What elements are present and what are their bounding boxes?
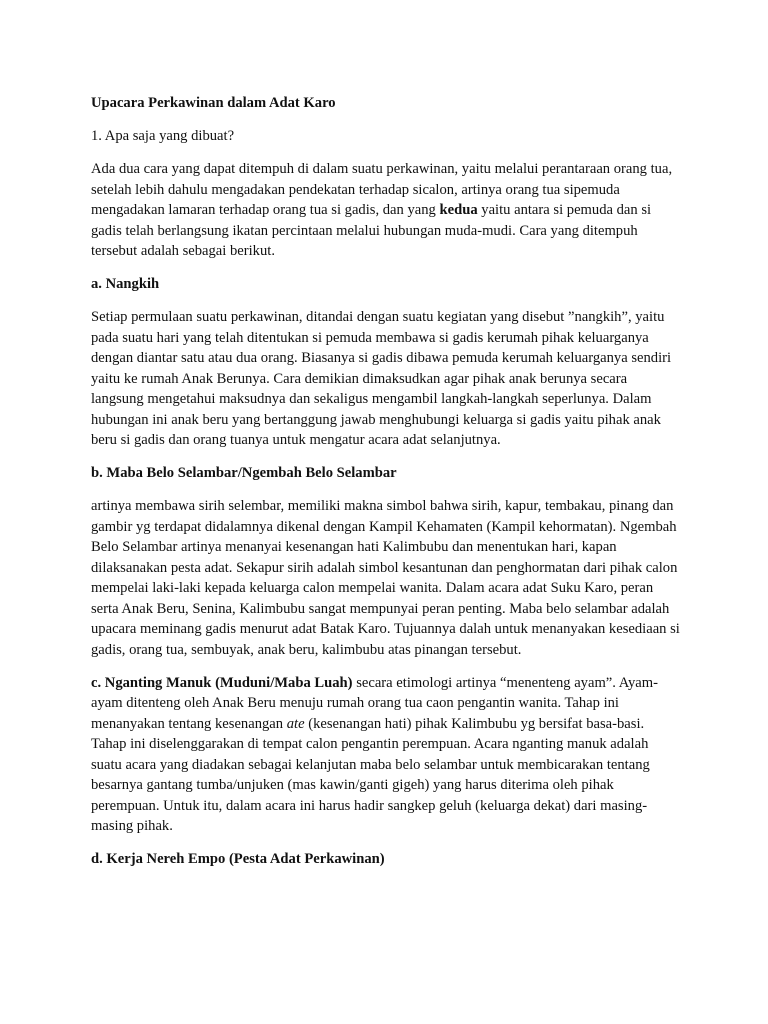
document-title: Upacara Perkawinan dalam Adat Karo bbox=[91, 95, 336, 111]
section-c-text-part2: (kesenangan hati) pihak Kalimbubu yg bersifat basa-basi. Tahap ini diselenggarakan di tempat calon pengantin perempuan. Acara nganting manuk adalah suatu acara yang diadakan sebagai kelanjutan maba belo selambar untuk membicarakan tentang besarnya gantang tumba/unjuken (mas kawin/ganti gigeh) yang harus diterima oleh pihak perempuan. Untuk itu, dalam acara ini harus hadir sangkep geluh (keluarga dekat) dari masing-masing pihak. bbox=[91, 715, 650, 834]
question-line: 1. Apa saja yang dibuat? bbox=[91, 128, 235, 144]
section-a-heading: a. Nangkih bbox=[91, 276, 160, 292]
section-b-paragraph: artinya membawa sirih selembar, memiliki makna simbol bahwa sirih, kapur, tembakau, pinang dan gambir yg terdapat didalamnya dikenal dengan Kampil Kehamaten (Kampil kehormatan). Ngembah Belo Selambar artinya menanyai kesenangan hati Kalimbubu dan menentukan hari, kapan dilaksanakan pesta adat. Sekapur sirih adalah simbol kesantunan dan penghormatan dari pihak calon mempelai laki-laki kepada keluarga calon mempelai wanita. Dalam acara adat Suku Karo, peran serta Anak Beru, Senina, Kalimbubu sangat mempunyai peran penting. Maba belo selambar adalah upacara meminang gadis menurut adat Batak Karo. Tujuannya dalah untuk menanyakan kesediaan si gadis, orang tua, sembuyak, anak beru, kalimbubu atas pinangan tersebut. bbox=[91, 498, 680, 658]
document-page bbox=[91, 93, 681, 882]
section-c-italic-word: ate bbox=[286, 715, 305, 732]
section-c-paragraph bbox=[91, 673, 681, 837]
section-a-paragraph: Setiap permulaan suatu perkawinan, ditandai dengan suatu kegiatan yang disebut ”nangkih”, yaitu pada suatu hari yang telah ditentukan si pemuda membawa si gadis kerumah pihak keluarganya dengan diantar satu atau dua orang. Biasanya si gadis dibawa pemuda kerumah keluarganya sendiri yaitu ke rumah Anak Berunya. Cara demikian dimaksudkan agar pihak anak berunya secara langsung mengetahui maksudnya dan sekaligus mengambil langkah-langkah seperlunya. Dalam hubungan ini anak beru yang bertanggung jawab menghubungi keluarga si gadis yaitu pihak anak beru si gadis dan orang tuanya untuk mengatur acara adat selanjutnya. bbox=[91, 309, 672, 448]
section-d-heading: d. Kerja Nereh Empo (Pesta Adat Perkawinan) bbox=[91, 851, 385, 867]
section-c-heading: c. Nganting Manuk (Muduni/Maba Luah) bbox=[91, 674, 353, 691]
intro-text-before: Ada dua cara yang dapat ditempuh di dalam suatu perkawinan, yaitu melalui perantaraan orang tua, setelah lebih dahulu mengadakan pendekatan terhadap sicalon, artinya orang tua sipemuda mengadakan lamaran terhadap orang tua si gadis, dan yang bbox=[91, 161, 673, 218]
intro-bold-word: kedua bbox=[439, 202, 478, 218]
section-c-text-part1: secara etimologi artinya “menenteng ayam”. Ayam-ayam ditenteng oleh Anak Beru menuju rumah orang tua caon pengantin wanita. Tahap ini menanyakan tentang kesenangan bbox=[91, 674, 658, 732]
section-b-heading: b. Maba Belo Selambar/Ngembah Belo Selambar bbox=[91, 465, 397, 481]
intro-paragraph bbox=[91, 159, 681, 262]
intro-text-after: yaitu antara si pemuda dan si gadis telah berlangsung ikatan percintaan melalui hubungan muda-mudi. Cara yang ditempuh tersebut adalah sebagai berikut. bbox=[91, 202, 652, 259]
